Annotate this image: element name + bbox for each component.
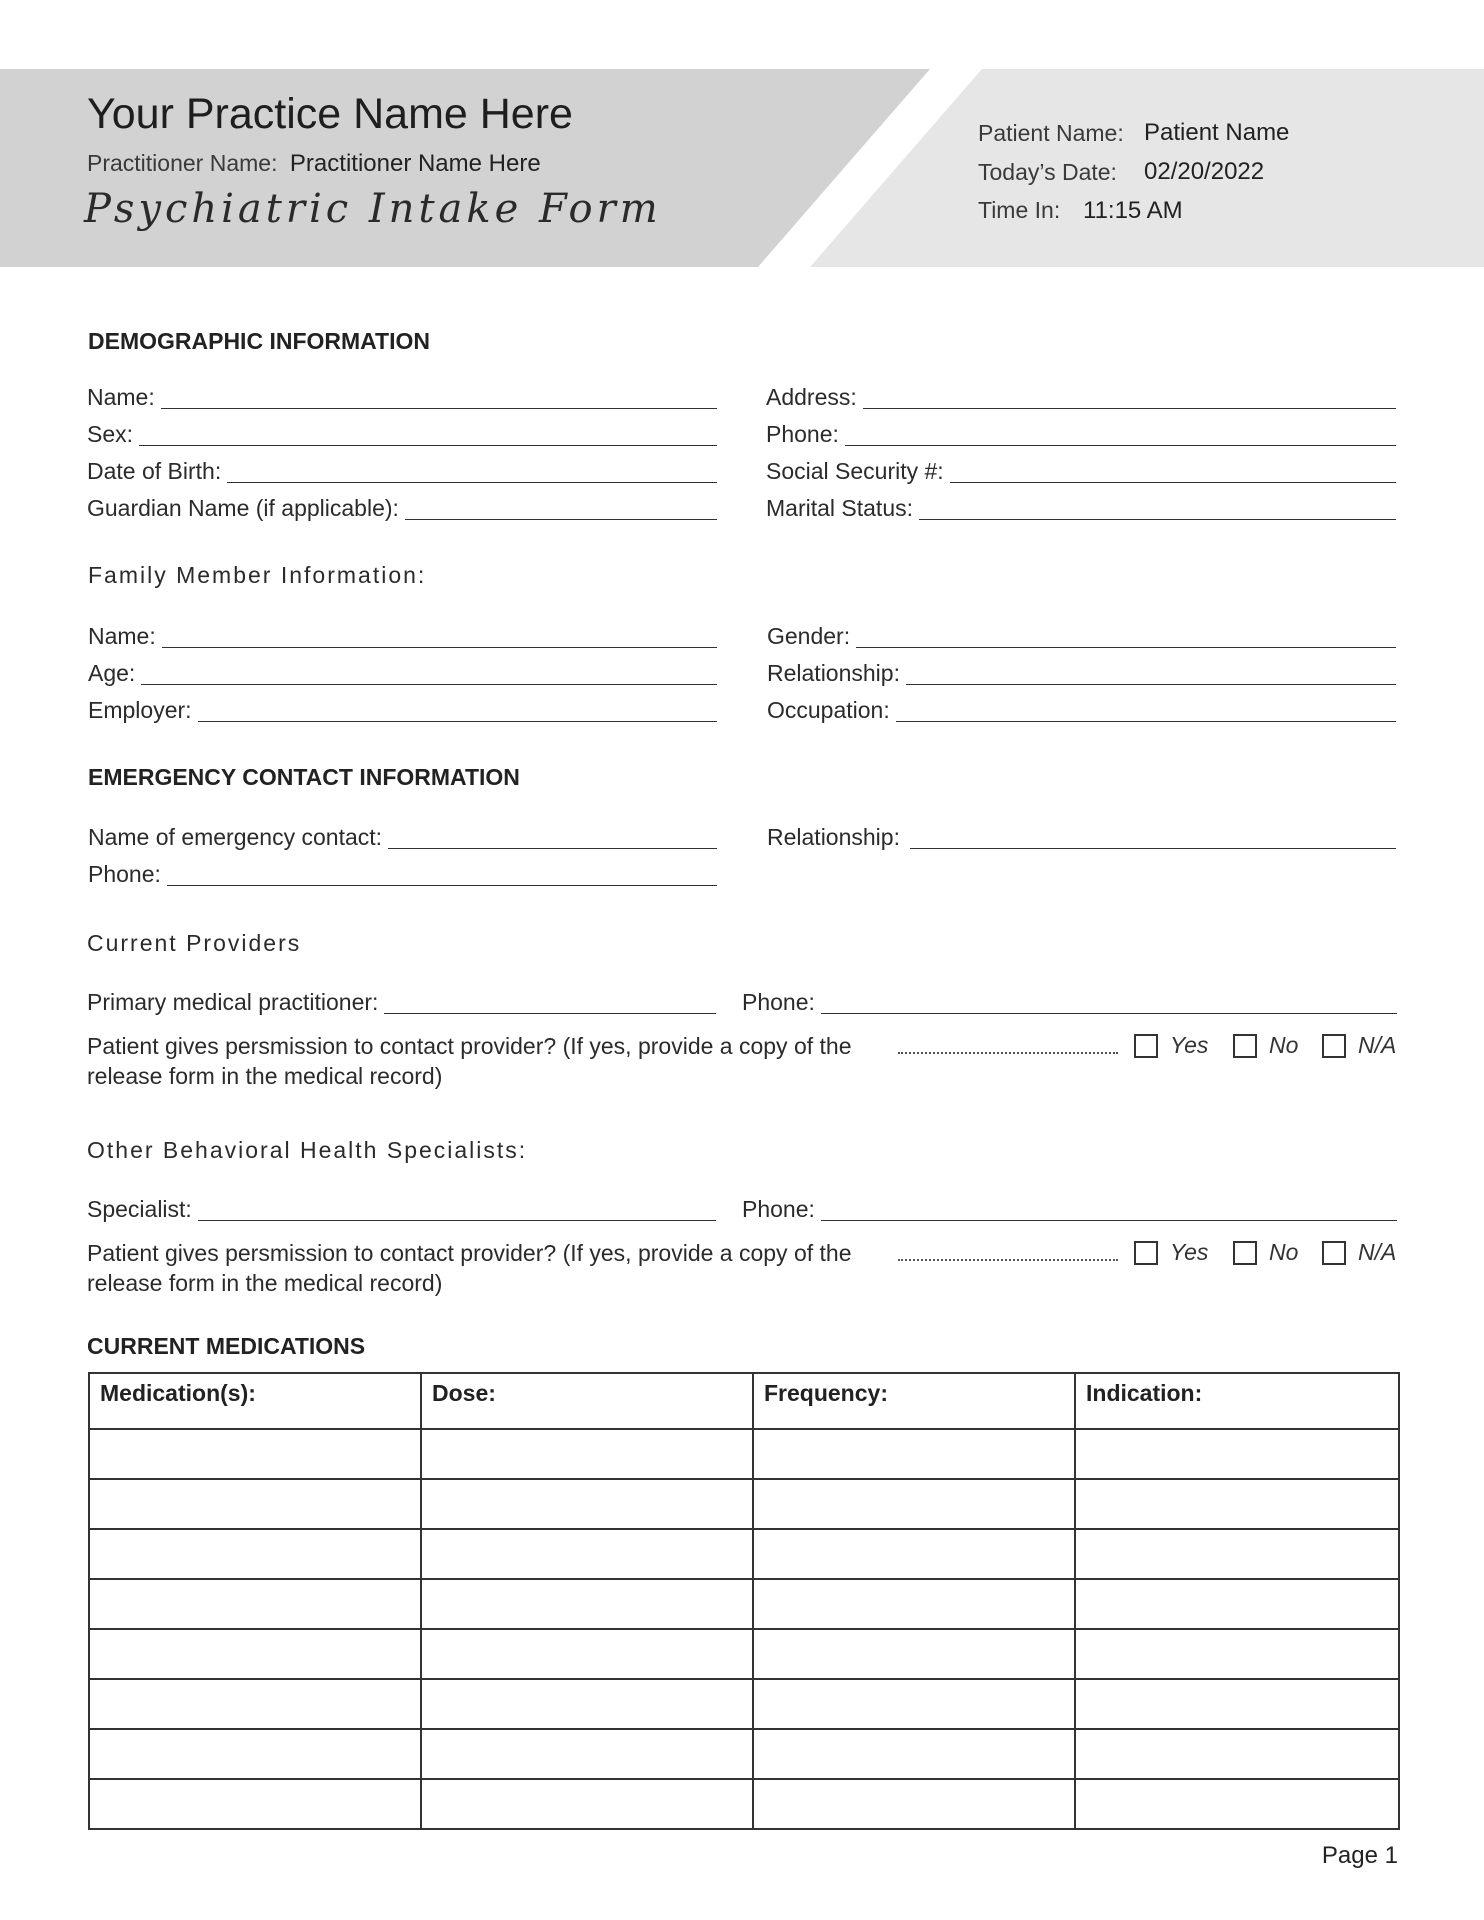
medications-section-title: CURRENT MEDICATIONS xyxy=(87,1333,366,1359)
family-relationship-field[interactable]: Relationship: xyxy=(767,656,1396,686)
demographic-sex-field[interactable]: Sex: xyxy=(87,417,717,447)
medications-column-header: Medication(s): xyxy=(89,1373,421,1429)
table-row xyxy=(89,1679,1399,1729)
demographic-ssn-input[interactable] xyxy=(950,482,1396,483)
family-occupation-input[interactable] xyxy=(896,721,1396,722)
table-cell[interactable] xyxy=(753,1479,1075,1529)
table-cell[interactable] xyxy=(89,1529,421,1579)
table-row xyxy=(89,1729,1399,1779)
family-section-title: Family Member Information: xyxy=(88,562,427,588)
table-cell[interactable] xyxy=(421,1679,753,1729)
practitioner-label: Practitioner Name: xyxy=(87,150,278,176)
table-cell[interactable] xyxy=(753,1629,1075,1679)
demographic-dob-input[interactable] xyxy=(227,482,717,483)
family-gender-field[interactable]: Gender: xyxy=(767,619,1396,649)
primary-phone-field[interactable]: Phone: xyxy=(742,985,1397,1015)
emergency-relationship-input[interactable] xyxy=(910,848,1396,849)
table-row xyxy=(89,1629,1399,1679)
table-cell[interactable] xyxy=(1075,1729,1399,1779)
table-cell[interactable] xyxy=(753,1729,1075,1779)
practitioner-row xyxy=(87,150,541,178)
table-cell[interactable] xyxy=(421,1429,753,1479)
table-cell[interactable] xyxy=(421,1629,753,1679)
table-cell[interactable] xyxy=(421,1579,753,1629)
table-cell[interactable] xyxy=(421,1729,753,1779)
medications-header-row xyxy=(89,1373,1399,1429)
specialists-option-yes[interactable]: Yes xyxy=(1134,1239,1208,1266)
time-in-value: 11:15 AM xyxy=(1083,197,1183,224)
dose-column-header: Dose: xyxy=(421,1373,753,1429)
table-cell[interactable] xyxy=(1075,1529,1399,1579)
providers-option-na[interactable]: N/A xyxy=(1322,1032,1396,1059)
demographic-address-field[interactable]: Address: xyxy=(766,380,1396,410)
demographic-address-input[interactable] xyxy=(863,408,1396,409)
table-cell[interactable] xyxy=(1075,1679,1399,1729)
table-cell[interactable] xyxy=(1075,1779,1399,1829)
demographic-section-title: DEMOGRAPHIC INFORMATION xyxy=(88,328,431,354)
table-cell[interactable] xyxy=(89,1779,421,1829)
family-name-input[interactable] xyxy=(162,647,717,648)
table-row xyxy=(89,1579,1399,1629)
providers-option-yes[interactable]: Yes xyxy=(1134,1032,1208,1059)
demographic-sex-input[interactable] xyxy=(139,445,717,446)
specialist-input[interactable] xyxy=(198,1220,716,1221)
emergency-section-title: EMERGENCY CONTACT INFORMATION xyxy=(88,764,520,790)
demographic-dob-field[interactable]: Date of Birth: xyxy=(87,454,717,484)
todays-date-value: 02/20/2022 xyxy=(1144,158,1265,185)
providers-yes-checkbox[interactable] xyxy=(1134,1034,1158,1058)
medications-table-body xyxy=(89,1429,1399,1829)
demographic-guardian-field[interactable]: Guardian Name (if applicable): xyxy=(87,491,717,521)
specialists-no-checkbox[interactable] xyxy=(1233,1241,1257,1265)
demographic-marital-field[interactable]: Marital Status: xyxy=(766,491,1396,521)
specialists-permission-text: Patient gives persmission to contact provider? (If yes, provide a copy of the release form in the medical record) xyxy=(87,1240,852,1296)
providers-na-checkbox[interactable] xyxy=(1322,1034,1346,1058)
table-cell[interactable] xyxy=(89,1579,421,1629)
table-row xyxy=(89,1529,1399,1579)
table-cell[interactable] xyxy=(89,1479,421,1529)
providers-no-checkbox[interactable] xyxy=(1233,1034,1257,1058)
primary-phone-input[interactable] xyxy=(821,1013,1397,1014)
emergency-contact-name-input[interactable] xyxy=(388,848,717,849)
family-age-input[interactable] xyxy=(141,684,717,685)
table-cell[interactable] xyxy=(421,1779,753,1829)
primary-practitioner-field[interactable]: Primary medical practitioner: xyxy=(87,985,716,1015)
demographic-name-field[interactable]: Name: xyxy=(87,380,717,410)
specialist-field[interactable]: Specialist: xyxy=(87,1192,716,1222)
demographic-name-input[interactable] xyxy=(161,408,717,409)
family-occupation-field[interactable]: Occupation: xyxy=(767,693,1396,723)
providers-leader-dots xyxy=(898,1052,1118,1054)
table-cell[interactable] xyxy=(1075,1579,1399,1629)
demographic-guardian-input[interactable] xyxy=(405,519,717,520)
specialists-na-checkbox[interactable] xyxy=(1322,1241,1346,1265)
emergency-contact-name-field[interactable]: Name of emergency contact: xyxy=(88,820,717,850)
page-number: Page 1 xyxy=(1321,1842,1398,1869)
table-cell[interactable] xyxy=(753,1679,1075,1729)
indication-column-header: Indication: xyxy=(1075,1373,1399,1429)
table-cell[interactable] xyxy=(753,1579,1075,1629)
medications-table xyxy=(88,1372,1400,1830)
table-cell[interactable] xyxy=(89,1679,421,1729)
family-name-field[interactable]: Name: xyxy=(88,619,717,649)
table-cell[interactable] xyxy=(1075,1479,1399,1529)
table-row xyxy=(89,1479,1399,1529)
table-cell[interactable] xyxy=(1075,1629,1399,1679)
patient-name-value: Patient Name xyxy=(1144,119,1290,146)
providers-option-no[interactable]: No xyxy=(1233,1032,1298,1059)
primary-practitioner-input[interactable] xyxy=(384,1013,716,1014)
table-cell[interactable] xyxy=(753,1529,1075,1579)
practitioner-value: Practitioner Name Here xyxy=(289,150,541,177)
table-cell[interactable] xyxy=(89,1629,421,1679)
patient-name-label: Patient Name: xyxy=(978,120,1124,146)
specialist-phone-input[interactable] xyxy=(821,1220,1397,1221)
family-employer-input[interactable] xyxy=(198,721,717,722)
form-title: Psychiatric Intake Form xyxy=(84,186,662,232)
table-cell[interactable] xyxy=(753,1429,1075,1479)
emergency-phone-input[interactable] xyxy=(167,885,717,886)
specialists-option-na[interactable]: N/A xyxy=(1322,1239,1396,1266)
specialists-section-title: Other Behavioral Health Specialists: xyxy=(87,1137,528,1163)
time-in-label: Time In: xyxy=(978,197,1061,223)
table-cell[interactable] xyxy=(421,1479,753,1529)
demographic-ssn-field[interactable]: Social Security #: xyxy=(766,454,1396,484)
family-gender-input[interactable] xyxy=(856,647,1396,648)
emergency-phone-field[interactable]: Phone: xyxy=(88,857,717,887)
practice-name: Your Practice Name Here xyxy=(87,90,573,138)
emergency-relationship-field[interactable]: Relationship: xyxy=(767,820,1396,850)
family-age-field[interactable]: Age: xyxy=(88,656,717,686)
family-relationship-input[interactable] xyxy=(906,684,1396,685)
demographic-marital-input[interactable] xyxy=(919,519,1396,520)
table-cell[interactable] xyxy=(89,1729,421,1779)
table-row xyxy=(89,1429,1399,1479)
specialist-phone-field[interactable]: Phone: xyxy=(742,1192,1397,1222)
providers-section-title: Current Providers xyxy=(87,930,302,956)
table-row xyxy=(89,1779,1399,1829)
table-cell[interactable] xyxy=(89,1429,421,1479)
specialists-yes-checkbox[interactable] xyxy=(1134,1241,1158,1265)
specialists-leader-dots xyxy=(898,1259,1118,1261)
table-cell[interactable] xyxy=(421,1529,753,1579)
frequency-column-header: Frequency: xyxy=(753,1373,1075,1429)
table-cell[interactable] xyxy=(753,1779,1075,1829)
table-cell[interactable] xyxy=(1075,1429,1399,1479)
family-employer-field[interactable]: Employer: xyxy=(88,693,717,723)
demographic-phone-input[interactable] xyxy=(845,445,1396,446)
providers-permission-text: Patient gives persmission to contact provider? (If yes, provide a copy of the release form in the medical record) xyxy=(87,1033,852,1089)
todays-date-label: Today’s Date: xyxy=(978,159,1117,185)
demographic-phone-field[interactable]: Phone: xyxy=(766,417,1396,447)
specialists-option-no[interactable]: No xyxy=(1233,1239,1298,1266)
